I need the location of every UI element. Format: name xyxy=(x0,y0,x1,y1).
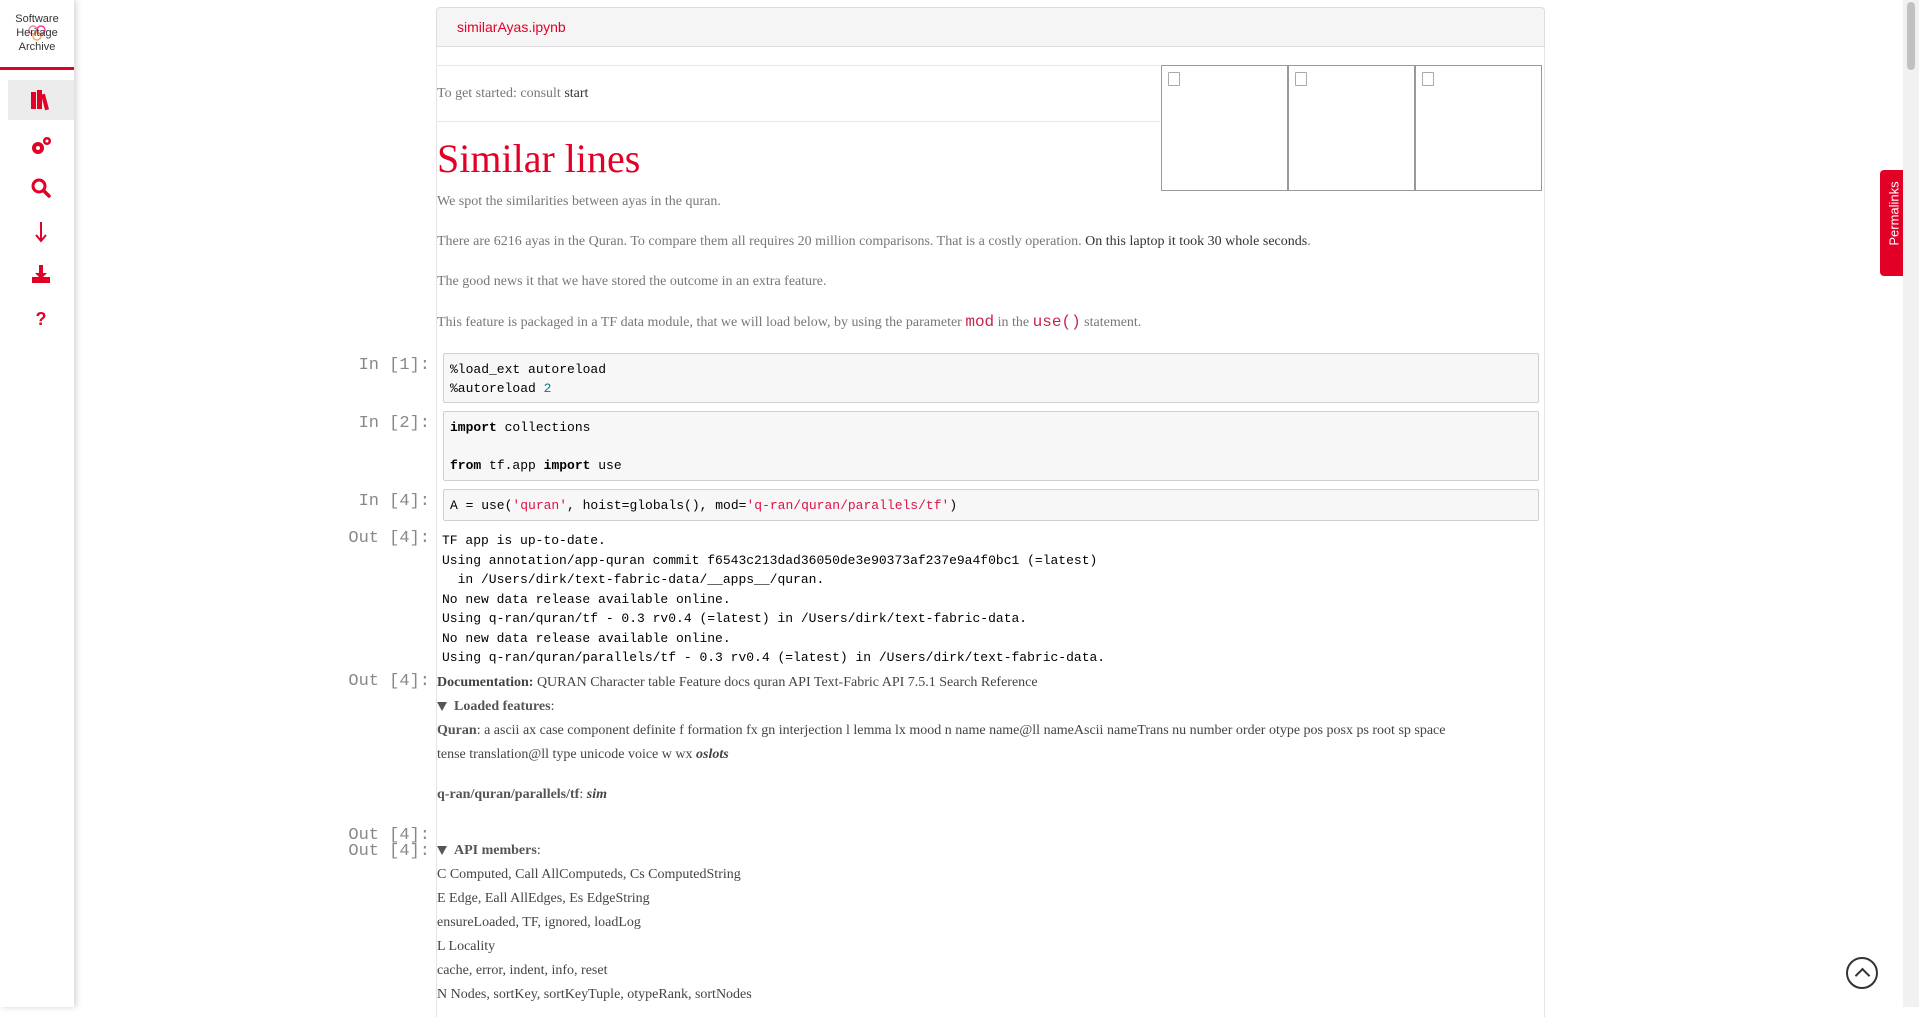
thumbnail-1[interactable] xyxy=(1161,65,1288,191)
code-text: use xyxy=(590,458,622,473)
paragraph-2-text: There are 6216 ayas in the Quran. To compare them all requires 20 million comparisons. That is a costly operation. xyxy=(437,234,1086,249)
back-to-top-button[interactable] xyxy=(1846,957,1878,989)
code-keyword: from xyxy=(450,458,482,473)
code-text: tf.app xyxy=(481,458,544,473)
permalinks-label: Permalinks xyxy=(1886,181,1902,246)
code-string: 'quran' xyxy=(512,498,568,513)
inline-code-use: use() xyxy=(1032,313,1081,331)
quran-features-line-1 xyxy=(437,723,1445,739)
quran-label[interactable]: Quran xyxy=(437,723,477,738)
parallels-label[interactable]: q-ran/quran/parallels/tf xyxy=(437,787,580,802)
prompt-out-4: Out [4]: xyxy=(348,842,430,861)
paragraph-4 xyxy=(437,313,1141,331)
logo-text-3: Archive xyxy=(18,41,56,53)
get-started-note xyxy=(437,65,1160,122)
broken-image-icon xyxy=(1295,72,1307,86)
quran-features[interactable]: tense translation@ll type unicode voice w wx xyxy=(437,747,696,762)
quran-features[interactable]: : a ascii ax case component definite f formation fx gn interjection l lemma lx mood n name name@ll nameAscii nameTrans nu number order otype pos posx ps root sp space xyxy=(476,723,1446,738)
sidebar xyxy=(0,0,74,1007)
disclosure-triangle-icon xyxy=(437,846,447,855)
file-name-link[interactable]: similarAyas.ipynb xyxy=(457,19,566,35)
api-line[interactable]: C Computed, Call AllComputeds, Cs ComputedString xyxy=(437,867,741,882)
code-number: 2 xyxy=(543,381,552,396)
code-line: %autoreload xyxy=(450,381,544,396)
get-started-text: To get started: consult xyxy=(437,86,565,101)
prompt-in-1: In [1]: xyxy=(358,356,430,375)
documentation-label: Documentation: xyxy=(437,675,534,690)
logo-text-1: Software xyxy=(15,13,59,25)
thumbnail-3[interactable] xyxy=(1415,65,1542,191)
paragraph-4-mid: in the xyxy=(994,315,1033,330)
loaded-features-label: Loaded features xyxy=(454,699,551,714)
sidebar-item-arrow-down[interactable] xyxy=(8,212,74,252)
software-heritage-logo[interactable] xyxy=(0,0,74,68)
code-text: collections xyxy=(496,420,591,435)
prompt-out-4: Out [4]: xyxy=(348,672,430,691)
code-text: A = use( xyxy=(450,498,513,513)
code-text: , hoist=globals(), mod= xyxy=(567,498,747,513)
code-keyword: import xyxy=(543,458,591,473)
arrow-down-icon xyxy=(29,220,53,244)
parallels-features-line: q-ran/quran/parallels/tf: sim xyxy=(437,787,607,802)
code-keyword: import xyxy=(450,420,497,435)
paragraph-2-emphasis: On this laptop it took 30 whole seconds xyxy=(1085,234,1308,249)
api-line[interactable]: L Locality xyxy=(437,939,496,954)
image-thumbnails xyxy=(1161,65,1542,191)
api-line[interactable]: ensureLoaded, TF, ignored, loadLog xyxy=(437,915,641,930)
sidebar-item-books[interactable] xyxy=(8,80,74,120)
documentation-links[interactable]: QURAN Character table Feature docs quran API Text-Fabric API 7.5.1 Search Reference xyxy=(536,675,1038,690)
inline-code-mod: mod xyxy=(965,313,995,331)
code-line: %load_ext autoreload xyxy=(450,362,607,377)
api-line[interactable]: N Nodes, sortKey, sortKeyTuple, otypeRank, sortNodes xyxy=(437,987,752,1002)
quran-features-line-2 xyxy=(437,747,729,763)
start-link[interactable]: start xyxy=(564,86,589,101)
sidebar-item-gears[interactable] xyxy=(8,126,74,166)
logo-text-2: Heritage xyxy=(16,27,58,39)
paragraph-4-end: statement. xyxy=(1080,315,1142,330)
paragraph-3: The good news it that we have stored the outcome in an extra feature. xyxy=(437,274,827,289)
sim-feature[interactable]: sim xyxy=(586,787,607,802)
sidebar-item-download[interactable] xyxy=(8,254,74,294)
paragraph-2-end: . xyxy=(1307,234,1311,249)
code-string: 'q-ran/quran/parallels/tf' xyxy=(746,498,950,513)
documentation-line xyxy=(437,675,1038,691)
api-members-label: API members xyxy=(454,843,537,858)
scrollbar-track[interactable] xyxy=(1903,0,1919,1007)
output-stream: TF app is up-to-date. Using annotation/app-quran commit f6543c213dad36050de3e90373af237e9a4f0bc1 (=latest) in /Users/dirk/text-fabric-data/__apps__/quran. No new data release available online. Using q-ran/quran/tf - 0.3 rv0.4 (=latest) in /Users/dirk/text-fabric-data. No new data release available online. Using q-ran/quran/parallels/tf - 0.3 rv0.4 (=latest) in /Users/dirk/text-fabric-data. xyxy=(442,533,1106,665)
api-line[interactable]: cache, error, indent, info, reset xyxy=(437,963,608,978)
broken-image-icon xyxy=(1422,72,1434,86)
disclosure-triangle-icon xyxy=(437,702,447,711)
code-text: ) xyxy=(949,498,958,513)
books-icon xyxy=(29,88,53,112)
paragraph-1: We spot the similarities between ayas in the quran. xyxy=(437,194,721,209)
code-cell-4[interactable] xyxy=(443,489,1539,521)
paragraph-2 xyxy=(437,234,1311,250)
svg-text:?: ? xyxy=(35,309,47,329)
logo-underline xyxy=(0,67,74,70)
prompt-in-4: In [4]: xyxy=(358,492,430,511)
loaded-features-summary[interactable]: Loaded features: xyxy=(437,699,554,715)
prompt-out-4: Out [4]: xyxy=(348,529,430,548)
help-icon xyxy=(29,306,53,330)
prompt-out-4: Out [4]: xyxy=(348,826,430,845)
gears-icon xyxy=(29,134,53,158)
api-members-summary[interactable]: API members: xyxy=(437,843,541,859)
scrollbar-thumb[interactable] xyxy=(1907,2,1915,70)
file-header xyxy=(436,7,1545,47)
search-icon xyxy=(29,176,53,200)
download-icon xyxy=(29,262,53,286)
thumbnail-2[interactable] xyxy=(1288,65,1415,191)
code-cell-1[interactable] xyxy=(443,353,1539,403)
oslots-feature[interactable]: oslots xyxy=(696,747,729,762)
sidebar-item-help[interactable] xyxy=(8,298,74,338)
code-cell-2[interactable] xyxy=(443,411,1539,481)
page-title: Similar lines xyxy=(437,136,641,181)
sidebar-item-search[interactable] xyxy=(8,168,74,208)
api-line[interactable]: E Edge, Eall AllEdges, Es EdgeString xyxy=(437,891,650,906)
paragraph-4-text: This feature is packaged in a TF data module, that we will load below, by using the parameter xyxy=(437,315,966,330)
broken-image-icon xyxy=(1168,72,1180,86)
prompt-in-2: In [2]: xyxy=(358,414,430,433)
